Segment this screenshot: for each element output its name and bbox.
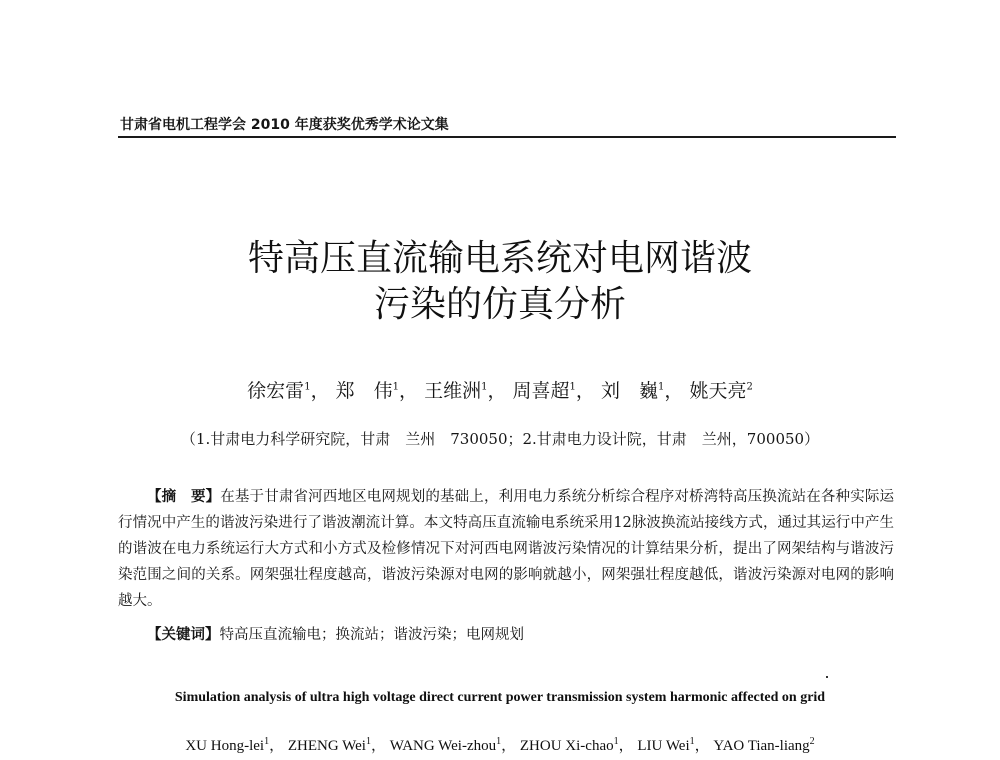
affiliation-marker: 1 xyxy=(264,736,270,747)
author-separator: ， xyxy=(269,738,285,754)
affiliation-marker: 1 xyxy=(569,381,576,393)
paper-title-en: Simulation analysis of ultra high voltage direct current power transmission system harmonic affected on grid xyxy=(174,690,826,705)
author-en xyxy=(637,734,709,755)
author-cn xyxy=(689,376,752,403)
author-name: LIU Wei xyxy=(637,738,690,754)
keywords-label: 【关键词】 xyxy=(147,626,220,643)
author-cn xyxy=(513,376,595,403)
author-cn xyxy=(601,376,683,403)
author-cn xyxy=(424,376,506,403)
author-separator: ， xyxy=(618,738,634,754)
keywords-cn xyxy=(118,622,894,648)
header-rule xyxy=(118,136,896,138)
author-name: XU Hong-lei xyxy=(185,738,265,754)
running-header: 甘肃省电机工程学会 2010 年度获奖优秀学术论文集 xyxy=(120,117,449,133)
title-line-2: 污染的仿真分析 xyxy=(373,284,626,325)
affiliation-marker: 1 xyxy=(496,736,502,747)
affiliation-marker: 1 xyxy=(365,736,371,747)
author-name: YAO Tian-liang xyxy=(713,738,810,754)
affiliation-cn: （1.甘肃电力科学研究院，甘肃 兰州 730050；2.甘肃电力设计院，甘肃 兰州，700050） xyxy=(180,430,820,448)
title-line-1: 特高压直流输电系统对电网谐波 xyxy=(247,238,752,279)
abstract-text: 在基于甘肃省河西地区电网规划的基础上，利用电力系统分析综合程序对桥湾特高压换流站在各种实际运行情况中产生的谐波污染进行了谐波潮流计算。本文特高压直流输电系统采用12脉波换流站接线方式，通过其运行中产生的谐波在电力系统运行大方式和小方式及检修情况下对河西电网谐波污染情况的计算结果分析，提出了网架结构与谐波污染范围之间的关系。网架强壮程度越高，谐波污染源对电网的影响就越小，网架强壮程度越低，谐波污染源对电网的影响越大。 xyxy=(118,489,894,609)
author-separator: ， xyxy=(370,738,386,754)
author-name: 姚天亮 xyxy=(689,380,747,402)
author-name: 刘 巍 xyxy=(600,380,658,402)
author-list-en xyxy=(100,734,900,755)
author-en xyxy=(288,734,386,755)
author-en xyxy=(185,734,284,755)
scan-speck xyxy=(826,676,828,678)
author-separator: ， xyxy=(664,380,684,402)
author-separator: ， xyxy=(399,380,419,402)
author-en xyxy=(520,734,634,755)
author-separator: ， xyxy=(575,380,595,402)
affiliation-marker: 2 xyxy=(746,381,753,393)
abstract-cn xyxy=(118,484,894,614)
author-cn xyxy=(336,376,418,403)
author-cn xyxy=(247,376,329,403)
affiliation-marker: 1 xyxy=(613,736,619,747)
author-separator: ， xyxy=(501,738,517,754)
paper-title-cn xyxy=(120,236,880,328)
affiliation-marker: 1 xyxy=(481,381,488,393)
author-name: ZHENG Wei xyxy=(287,738,366,754)
author-list-cn xyxy=(120,376,880,403)
author-name: ZHOU Xi-chao xyxy=(519,738,614,754)
author-name: WANG Wei-zhou xyxy=(389,738,497,754)
author-name: 徐宏雷 xyxy=(247,380,305,402)
affiliation-marker: 1 xyxy=(689,736,695,747)
affiliation-marker: 1 xyxy=(658,381,665,393)
author-separator: ， xyxy=(487,380,507,402)
author-en xyxy=(713,738,814,755)
affiliation-marker: 1 xyxy=(304,381,311,393)
keywords-text: 特高压直流输电；换流站；谐波污染；电网规划 xyxy=(219,627,524,643)
author-separator: ， xyxy=(694,738,710,754)
affiliation-marker: 2 xyxy=(809,736,815,747)
affiliation-marker: 1 xyxy=(392,381,400,393)
abstract-label: 【摘 要】 xyxy=(147,488,221,505)
author-name: 王维洲 xyxy=(424,380,482,402)
author-name: 郑 伟 xyxy=(335,380,393,402)
author-separator: ， xyxy=(310,380,330,402)
author-name: 周喜超 xyxy=(512,380,570,402)
author-en xyxy=(390,734,516,755)
